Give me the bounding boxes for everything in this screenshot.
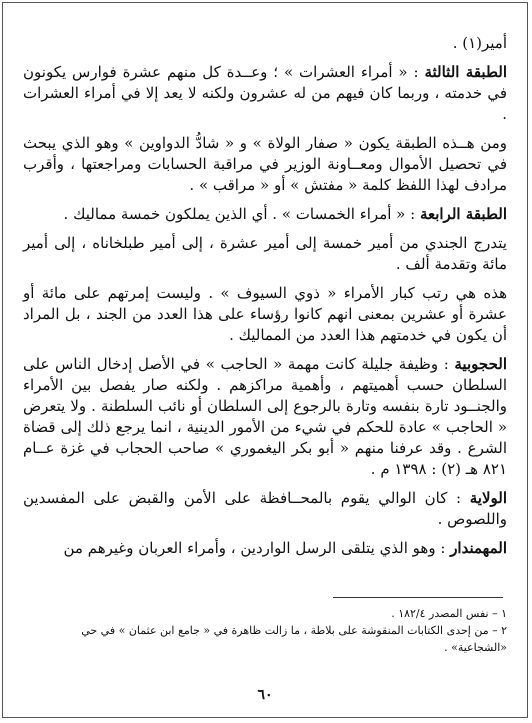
- paragraph: [23, 233, 507, 275]
- paragraph-text: أمير(١) .: [452, 34, 507, 52]
- footnote-divider: [333, 597, 503, 598]
- page-number: ٦٠: [257, 687, 273, 703]
- paragraph: [23, 488, 507, 530]
- paragraph-text: : وظيفة جليلة كانت مهمة « الحاجب » في الأصل إدخال الناس على السلطان حسب أهميتهم ، وأهمية مراكزهم . ولكنه صار يفصل بين الأمراء والجنــود تارة بنفسه وتارة بالرجوع إلى السلطان أو نائب السلطنة . ولا يتعرض « الحاجب » عادة للحكم في شيء من الأمور الدينية ، انما يرجع ذلك إلى قضاة الشرع . وقد عرفنا منهم « أبو بكر اليغموري » صاحب الحجاب في غزة عــام ٨٢١ هـ (٢) : ١٣٩٨ م .: [23, 355, 507, 478]
- paragraph-term: الولاية: [469, 489, 507, 507]
- paragraph-term: الطبقة الرابعة: [419, 205, 507, 223]
- footnote: ١ – نفس المصدر ١٨٢/٤ .: [391, 607, 507, 620]
- paragraph: [23, 538, 507, 559]
- paragraph: [23, 283, 507, 346]
- book-page: [2, 2, 528, 718]
- footnote: ٢ – من إحدى الكتابات المنقوشة على بلاطة ، ما زالت ظاهرة في « جامع ابن عثمان » في حي «الشجاعية» .: [81, 624, 507, 654]
- paragraph-text: : كان الوالي يقوم بالمحــافظة على الأمن والقبض على المفسدين واللصوص .: [23, 489, 507, 528]
- paragraph-text: : « أمراء الخمسات » . أي الذين يملكون خمسة مماليك .: [63, 205, 420, 223]
- paragraph-text: ومن هــذه الطبقة يكون « صفار الولاة » و « شادُّ الدواوين » وهو الذي يبحث في تحصيل الأموال ومعــاونة الوزير في مراقبة الحسابات ومراجعتها ، وأقرب مرادف لهذا اللفظ كلمة « مفتش » أو « مراقب » .: [23, 134, 507, 194]
- paragraph-term: الطبقة الثالثة: [424, 63, 507, 81]
- paragraph: [23, 133, 507, 196]
- paragraph: [23, 33, 507, 54]
- paragraph: [23, 62, 507, 125]
- paragraph-text: يتدرج الجندي من أمير خمسة إلى أمير عشرة ، إلى أمير طبلخاناه ، إلى أمير مائة وتقدمة ألف .: [23, 234, 507, 273]
- paragraph: [23, 204, 507, 225]
- footnotes: [23, 605, 507, 656]
- paragraph-text: : « أمراء العشرات » ؛ وعــدة كل منهم عشرة فوارس يكونون في خدمته ، وربما كان فيهم من له عشرون ولكنه لا يعد إلا في أمراء العشرات .: [23, 63, 507, 123]
- paragraph-term: الحجوبية: [454, 355, 507, 373]
- paragraph-text: هذه هي رتب كبار الأمراء « ذوي السيوف » . وليست إمرتهم على مائة أو عشرة أو عشرين بمعنى انهم كانوا رؤساء على هذا العدد من الجند ، بل المراد أن يكون في خدمتهم هذا العدد من المماليك .: [23, 284, 507, 344]
- paragraph-text: : وهو الذي يتلقى الرسل الواردين ، وأمراء العربان وغيرهم من: [63, 539, 451, 557]
- paragraph: [23, 354, 507, 480]
- paragraph-term: المهمندار: [450, 539, 507, 557]
- main-text: [23, 33, 507, 567]
